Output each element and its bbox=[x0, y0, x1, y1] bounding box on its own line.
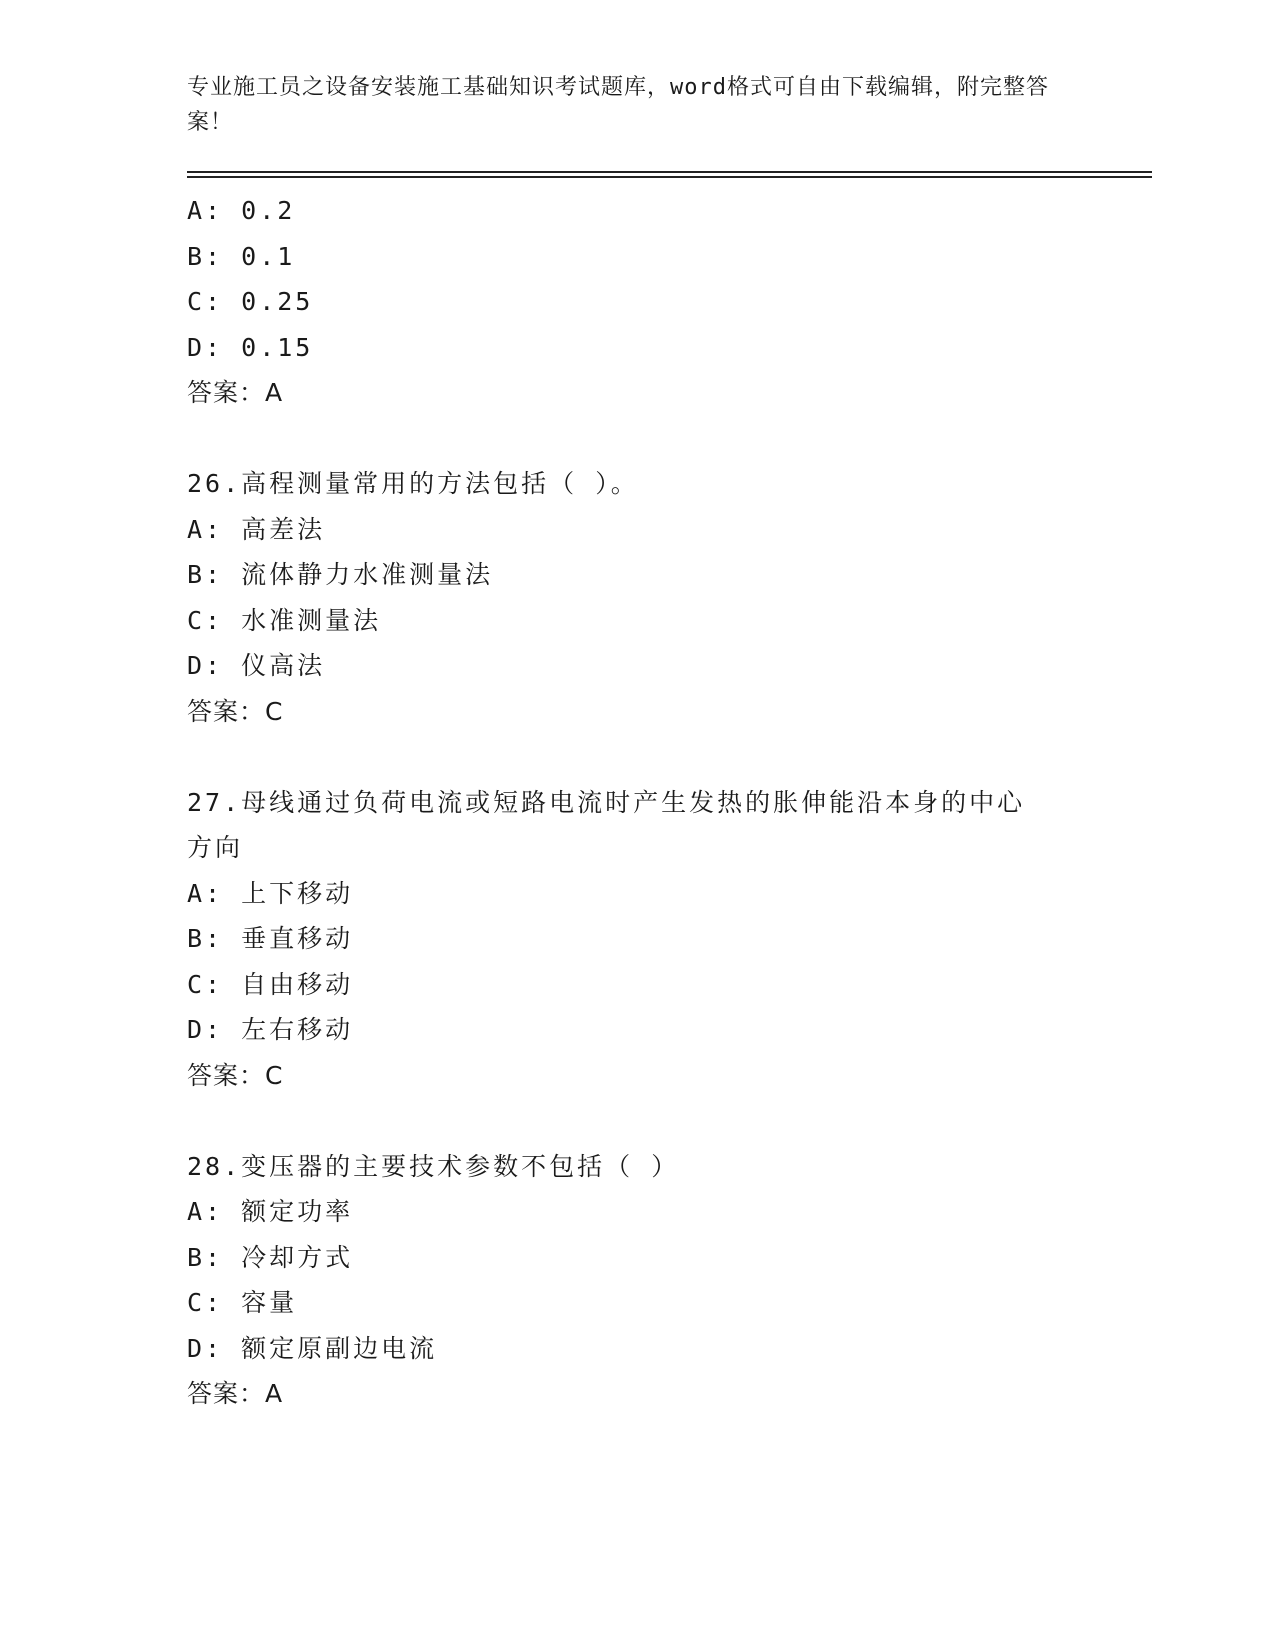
option-a: A: 上下移动 bbox=[187, 878, 354, 908]
option-c: C: 容量 bbox=[187, 1288, 298, 1317]
option-a: A: 0.2 bbox=[187, 196, 296, 225]
question-list bbox=[187, 188, 1087, 1417]
option-d: D: 额定原副边电流 bbox=[187, 1333, 438, 1363]
option-c: C: 水准测量法 bbox=[187, 605, 382, 635]
question-stem: 26.高程测量常用的方法包括（ ）。 bbox=[187, 469, 639, 498]
option-b: B: 0.1 bbox=[187, 241, 296, 271]
question-stem: 27.母线通过负荷电流或短路电流时产生发热的胀伸能沿本身的中心方向 bbox=[187, 787, 1026, 862]
option-a: A: 高差法 bbox=[187, 514, 326, 544]
option-b: B: 冷却方式 bbox=[187, 1242, 354, 1272]
answer: 答案：A bbox=[187, 378, 284, 407]
question-26 bbox=[187, 461, 1087, 734]
option-a: A: 额定功率 bbox=[187, 1197, 354, 1226]
option-d: D: 0.15 bbox=[187, 332, 314, 362]
option-c: C: 自由移动 bbox=[187, 969, 354, 999]
header-divider-top bbox=[187, 171, 1152, 173]
answer: 答案：C bbox=[187, 1060, 284, 1090]
option-d: D: 左右移动 bbox=[187, 1015, 354, 1044]
option-b: B: 垂直移动 bbox=[187, 924, 354, 953]
question-25-remainder bbox=[187, 188, 1087, 416]
question-28 bbox=[187, 1144, 1087, 1417]
option-c: C: 0.25 bbox=[187, 287, 314, 316]
question-stem: 28.变压器的主要技术参数不包括（ ） bbox=[187, 1151, 680, 1181]
question-27 bbox=[187, 780, 1087, 1099]
header-divider-bottom bbox=[187, 176, 1152, 178]
answer: 答案：C bbox=[187, 696, 284, 726]
document-header: 专业施工员之设备安装施工基础知识考试题库，word格式可自由下载编辑，附完整答案！ bbox=[187, 75, 1049, 135]
option-d: D: 仪高法 bbox=[187, 651, 326, 680]
answer: 答案：A bbox=[187, 1379, 284, 1408]
option-b: B: 流体静力水准测量法 bbox=[187, 560, 494, 589]
